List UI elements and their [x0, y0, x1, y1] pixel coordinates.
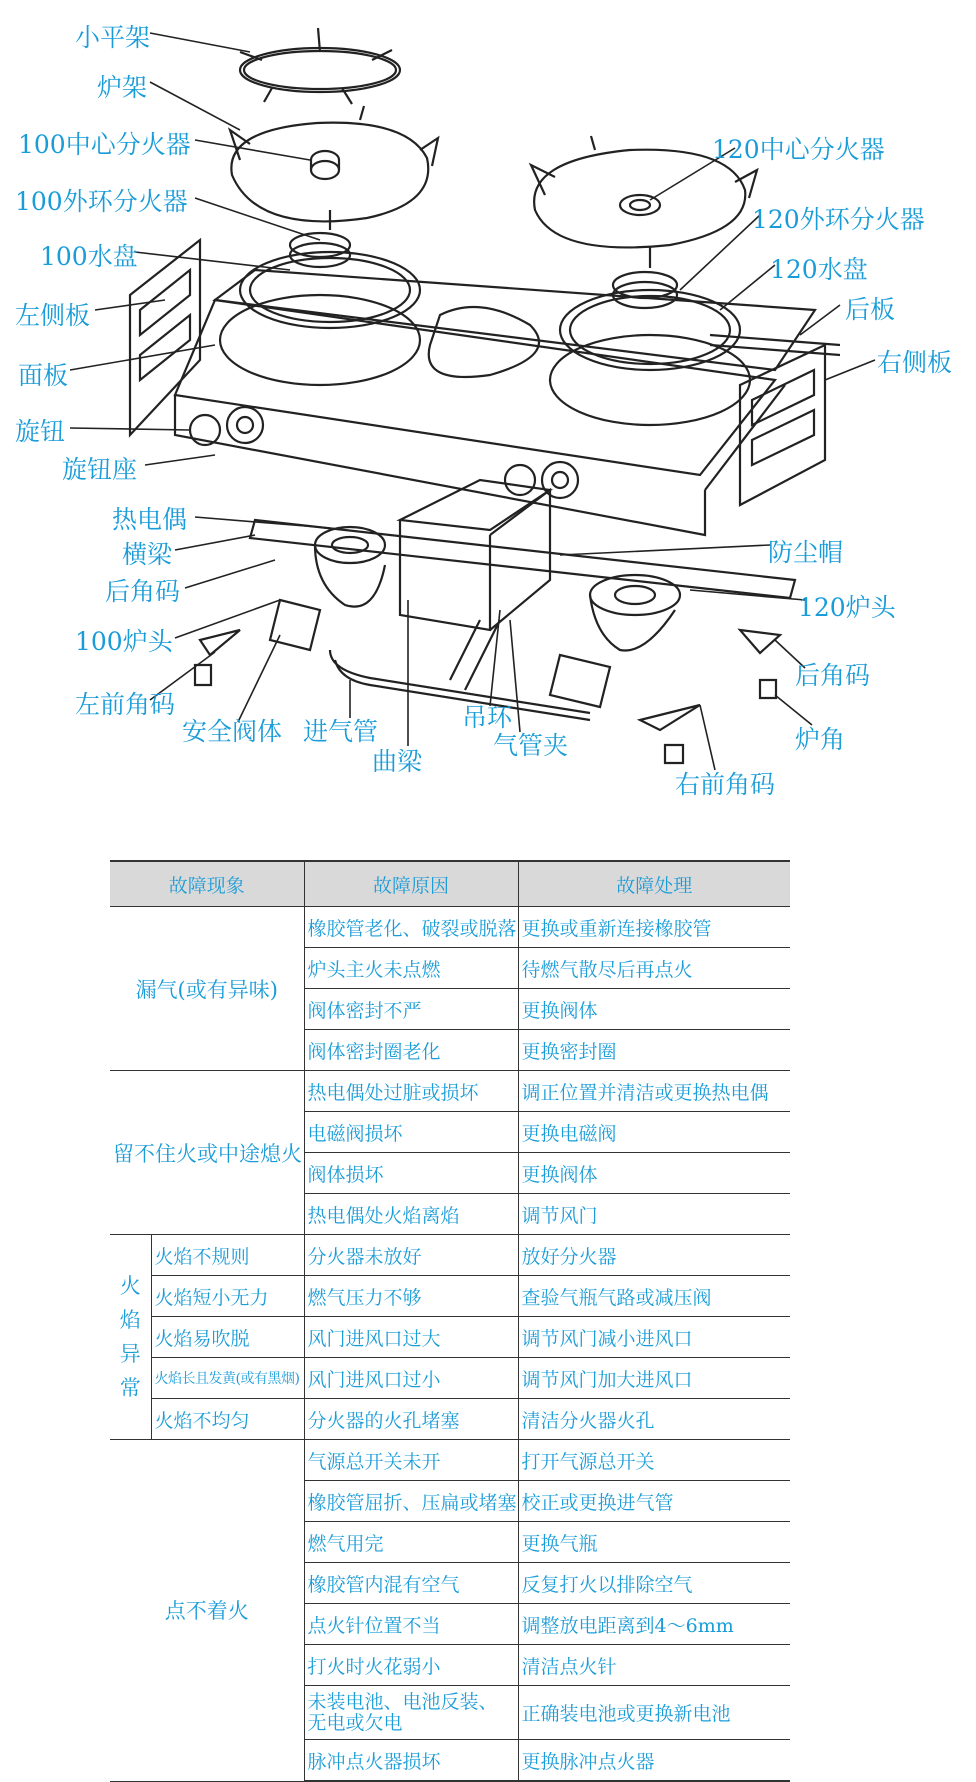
cause-line-1: 未装电池、电池反装、 [307, 1690, 498, 1713]
cause-cell: 分火器的火孔堵塞 [304, 1399, 518, 1440]
table-row [110, 1071, 790, 1112]
symptom-gas-leak: 漏气(或有异味) [110, 907, 304, 1071]
sub-symptom-cell: 火焰易吹脱 [151, 1317, 304, 1358]
fix-cell: 更换阀体 [518, 989, 790, 1030]
stove-exploded-diagram [0, 0, 976, 800]
label-grate: 炉架 [97, 73, 148, 102]
fix-cell: 调节风门 [518, 1194, 790, 1235]
cause-cell: 打火时火花弱小 [304, 1645, 518, 1686]
fix-cell: 更换密封圈 [518, 1030, 790, 1071]
fix-cell: 调正位置并清洁或更换热电偶 [518, 1071, 790, 1112]
table-row [110, 1317, 790, 1358]
fix-cell: 更换气瓶 [518, 1522, 790, 1563]
cause-cell: 阀体损坏 [304, 1153, 518, 1194]
label-120-center-distributor: 120中心分火器 [712, 135, 885, 164]
sub-symptom-cell: 火焰不均匀 [151, 1399, 304, 1440]
label-100-water-tray: 100水盘 [40, 242, 138, 271]
cause-cell: 炉头主火未点燃 [304, 948, 518, 989]
fix-cell: 反复打火以排除空气 [518, 1563, 790, 1604]
table-header-row [110, 861, 790, 907]
label-120-burner: 120炉头 [798, 593, 896, 622]
label-panel: 面板 [18, 361, 69, 390]
table-row [110, 1276, 790, 1317]
symptom-no-ignition: 点不着火 [110, 1440, 304, 1782]
cause-cell: 电磁阀损坏 [304, 1112, 518, 1153]
fix-cell: 清洁分火器火孔 [518, 1399, 790, 1440]
label-thermocouple: 热电偶 [112, 505, 188, 534]
sub-symptom-cell: 火焰短小无力 [151, 1276, 304, 1317]
fix-cell: 调节风门减小进风口 [518, 1317, 790, 1358]
cause-cell: 橡胶管内混有空气 [304, 1563, 518, 1604]
label-safety-valve: 安全阀体 [182, 717, 283, 746]
cause-cell: 点火针位置不当 [304, 1604, 518, 1645]
fix-cell: 更换电磁阀 [518, 1112, 790, 1153]
fault-table [110, 860, 790, 1782]
label-100-center-distributor: 100中心分火器 [18, 130, 191, 159]
label-rear-bracket-left: 后角码 [105, 577, 181, 606]
fix-cell: 清洁点火针 [518, 1645, 790, 1686]
label-left-front-bracket: 左前角码 [75, 690, 176, 719]
label-small-grate: 小平架 [75, 23, 151, 52]
label-right-side-board: 右侧板 [877, 348, 953, 377]
fix-cell: 校正或更换进气管 [518, 1481, 790, 1522]
table-row [110, 1440, 790, 1481]
table-row [110, 1235, 790, 1276]
fix-cell: 正确装电池或更换新电池 [518, 1686, 790, 1740]
fix-cell: 打开气源总开关 [518, 1440, 790, 1481]
fix-cell: 更换阀体 [518, 1153, 790, 1194]
label-pipe-clamp: 气管夹 [493, 731, 569, 760]
label-knob: 旋钮 [15, 417, 66, 446]
cause-cell: 燃气用完 [304, 1522, 518, 1563]
fix-cell: 更换或重新连接橡胶管 [518, 907, 790, 948]
fix-cell: 调节风门加大进风口 [518, 1358, 790, 1399]
cause-cell: 橡胶管屈折、压扁或堵塞 [304, 1481, 518, 1522]
table-row [110, 1399, 790, 1440]
cause-cell: 阀体密封不严 [304, 989, 518, 1030]
label-100-burner: 100炉头 [75, 627, 173, 656]
fix-cell: 放好分火器 [518, 1235, 790, 1276]
fix-cell: 查验气瓶气路或减压阀 [518, 1276, 790, 1317]
label-inlet-pipe: 进气管 [303, 717, 379, 746]
cause-cell-two-line [304, 1686, 518, 1740]
label-right-front-bracket: 右前角码 [675, 770, 776, 799]
label-hanging-ring: 吊环 [462, 703, 513, 732]
fix-cell: 待燃气散尽后再点火 [518, 948, 790, 989]
symptom-flame-abnormal: 火焰异常 [110, 1235, 151, 1440]
cause-cell: 脉冲点火器损坏 [304, 1740, 518, 1782]
cause-cell: 风门进风口过大 [304, 1317, 518, 1358]
label-curved-beam: 曲梁 [372, 747, 423, 776]
label-120-outer-distributor: 120外环分火器 [752, 205, 925, 234]
fix-cell: 更换脉冲点火器 [518, 1740, 790, 1782]
label-crossbeam: 横梁 [122, 540, 173, 569]
header-cause: 故障原因 [304, 861, 518, 907]
label-knob-seat: 旋钮座 [62, 455, 138, 484]
cause-cell: 气源总开关未开 [304, 1440, 518, 1481]
sub-symptom-cell: 火焰不规则 [151, 1235, 304, 1276]
cause-cell: 橡胶管老化、破裂或脱落 [304, 907, 518, 948]
label-back-board: 后板 [845, 295, 896, 324]
cause-cell: 热电偶处火焰离焰 [304, 1194, 518, 1235]
cause-cell: 燃气压力不够 [304, 1276, 518, 1317]
symptom-flame-out: 留不住火或中途熄火 [110, 1071, 304, 1235]
cause-cell: 风门进风口过小 [304, 1358, 518, 1399]
sub-symptom-cell: 火焰长且发黄(或有黑烟) [151, 1358, 304, 1399]
label-stove-foot: 炉角 [795, 725, 846, 754]
cause-cell: 阀体密封圈老化 [304, 1030, 518, 1071]
header-symptom: 故障现象 [110, 861, 304, 907]
cause-cell: 热电偶处过脏或损坏 [304, 1071, 518, 1112]
label-120-water-tray: 120水盘 [770, 255, 868, 284]
table-row [110, 1358, 790, 1399]
label-100-outer-distributor: 100外环分火器 [15, 187, 188, 216]
table-row [110, 907, 790, 948]
label-left-side-board: 左侧板 [15, 301, 91, 330]
label-dust-cap: 防尘帽 [768, 538, 844, 567]
label-rear-bracket-right: 后角码 [795, 661, 871, 690]
header-fix: 故障处理 [518, 861, 790, 907]
cause-cell: 分火器未放好 [304, 1235, 518, 1276]
fix-cell: 调整放电距离到4～6mm [518, 1604, 790, 1645]
cause-line-2: 无电或欠电 [307, 1711, 403, 1734]
